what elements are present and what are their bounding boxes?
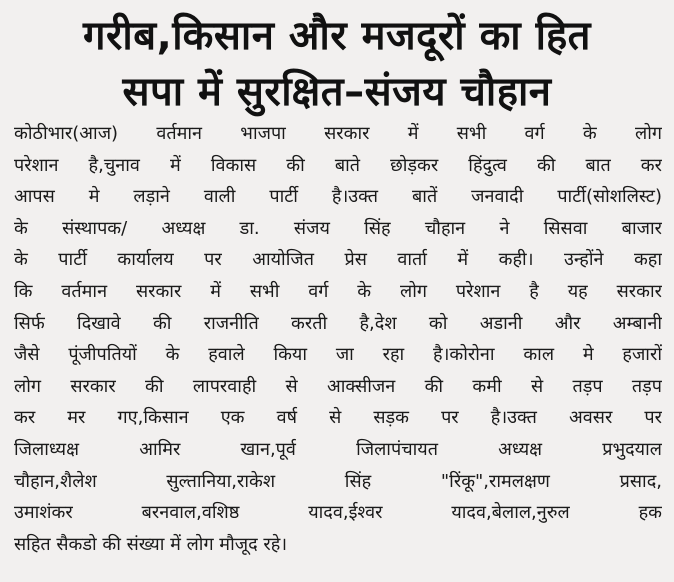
- body-line: सिर्फ दिखावे की राजनीति करती है,देश को अडानी और अम्बानी: [14, 312, 662, 334]
- body-line: चौहान,शैलेश सुल्तानिया,राकेश सिंह "रिंकू",रामलक्षण प्रसाद,: [14, 470, 662, 492]
- body-line: परेशान है,चुनाव में विकास की बाते छोड़कर हिंदुत्व की बात कर: [14, 154, 662, 176]
- cropped-previous-article-edge: [40, 0, 640, 8]
- body-line: उमाशंकर बरनवाल,वशिष्ठ यादव,ईश्वर यादव,बेलाल,नुरुल हक: [14, 502, 662, 524]
- body-line: के संस्थापक/ अध्यक्ष डा. संजय सिंह चौहान ने सिसवा बाजार: [14, 217, 662, 239]
- body-line: कोठीभार(आज) वर्तमान भाजपा सरकार में सभी वर्ग के लोग: [14, 123, 662, 144]
- body-line: जैसे पूंजीपतियों के हवाले किया जा रहा है।कोरोना काल मे हजारों: [14, 344, 662, 366]
- headline-line-1: गरीब,किसान और मजदूरों का हित: [83, 13, 591, 59]
- body-line: कि वर्तमान सरकार में सभी वर्ग के लोग परेशान है यह सरकार: [14, 280, 662, 302]
- body-line: जिलाध्यक्ष आमिर खान,पूर्व जिलापंचायत अध्यक्ष प्रभुदयाल: [14, 438, 662, 460]
- body-line: कर मर गए,किसान एक वर्ष से सड़क पर है।उक्त अवसर पर: [14, 407, 662, 429]
- body-line-last: सहित सैकडो की संख्या में लोग मौजूद रहे।: [14, 533, 288, 555]
- cropped-next-article-edge: [30, 566, 650, 582]
- article-body: [14, 118, 662, 560]
- body-line: लोग सरकार की लापरवाही से आक्सीजन की कमी से तड़प तड़प: [14, 375, 662, 397]
- body-line: के पार्टी कार्यालय पर आयोजित प्रेस वार्ता में कही। उन्होंने कहा: [14, 249, 662, 271]
- body-line: आपस मे लड़ाने वाली पार्टी है।उक्त बातें जनवादी पार्टी(सोशलिस्ट): [14, 186, 662, 208]
- headline-line-2: सपा में सुरक्षित–संजय चौहान: [122, 69, 552, 115]
